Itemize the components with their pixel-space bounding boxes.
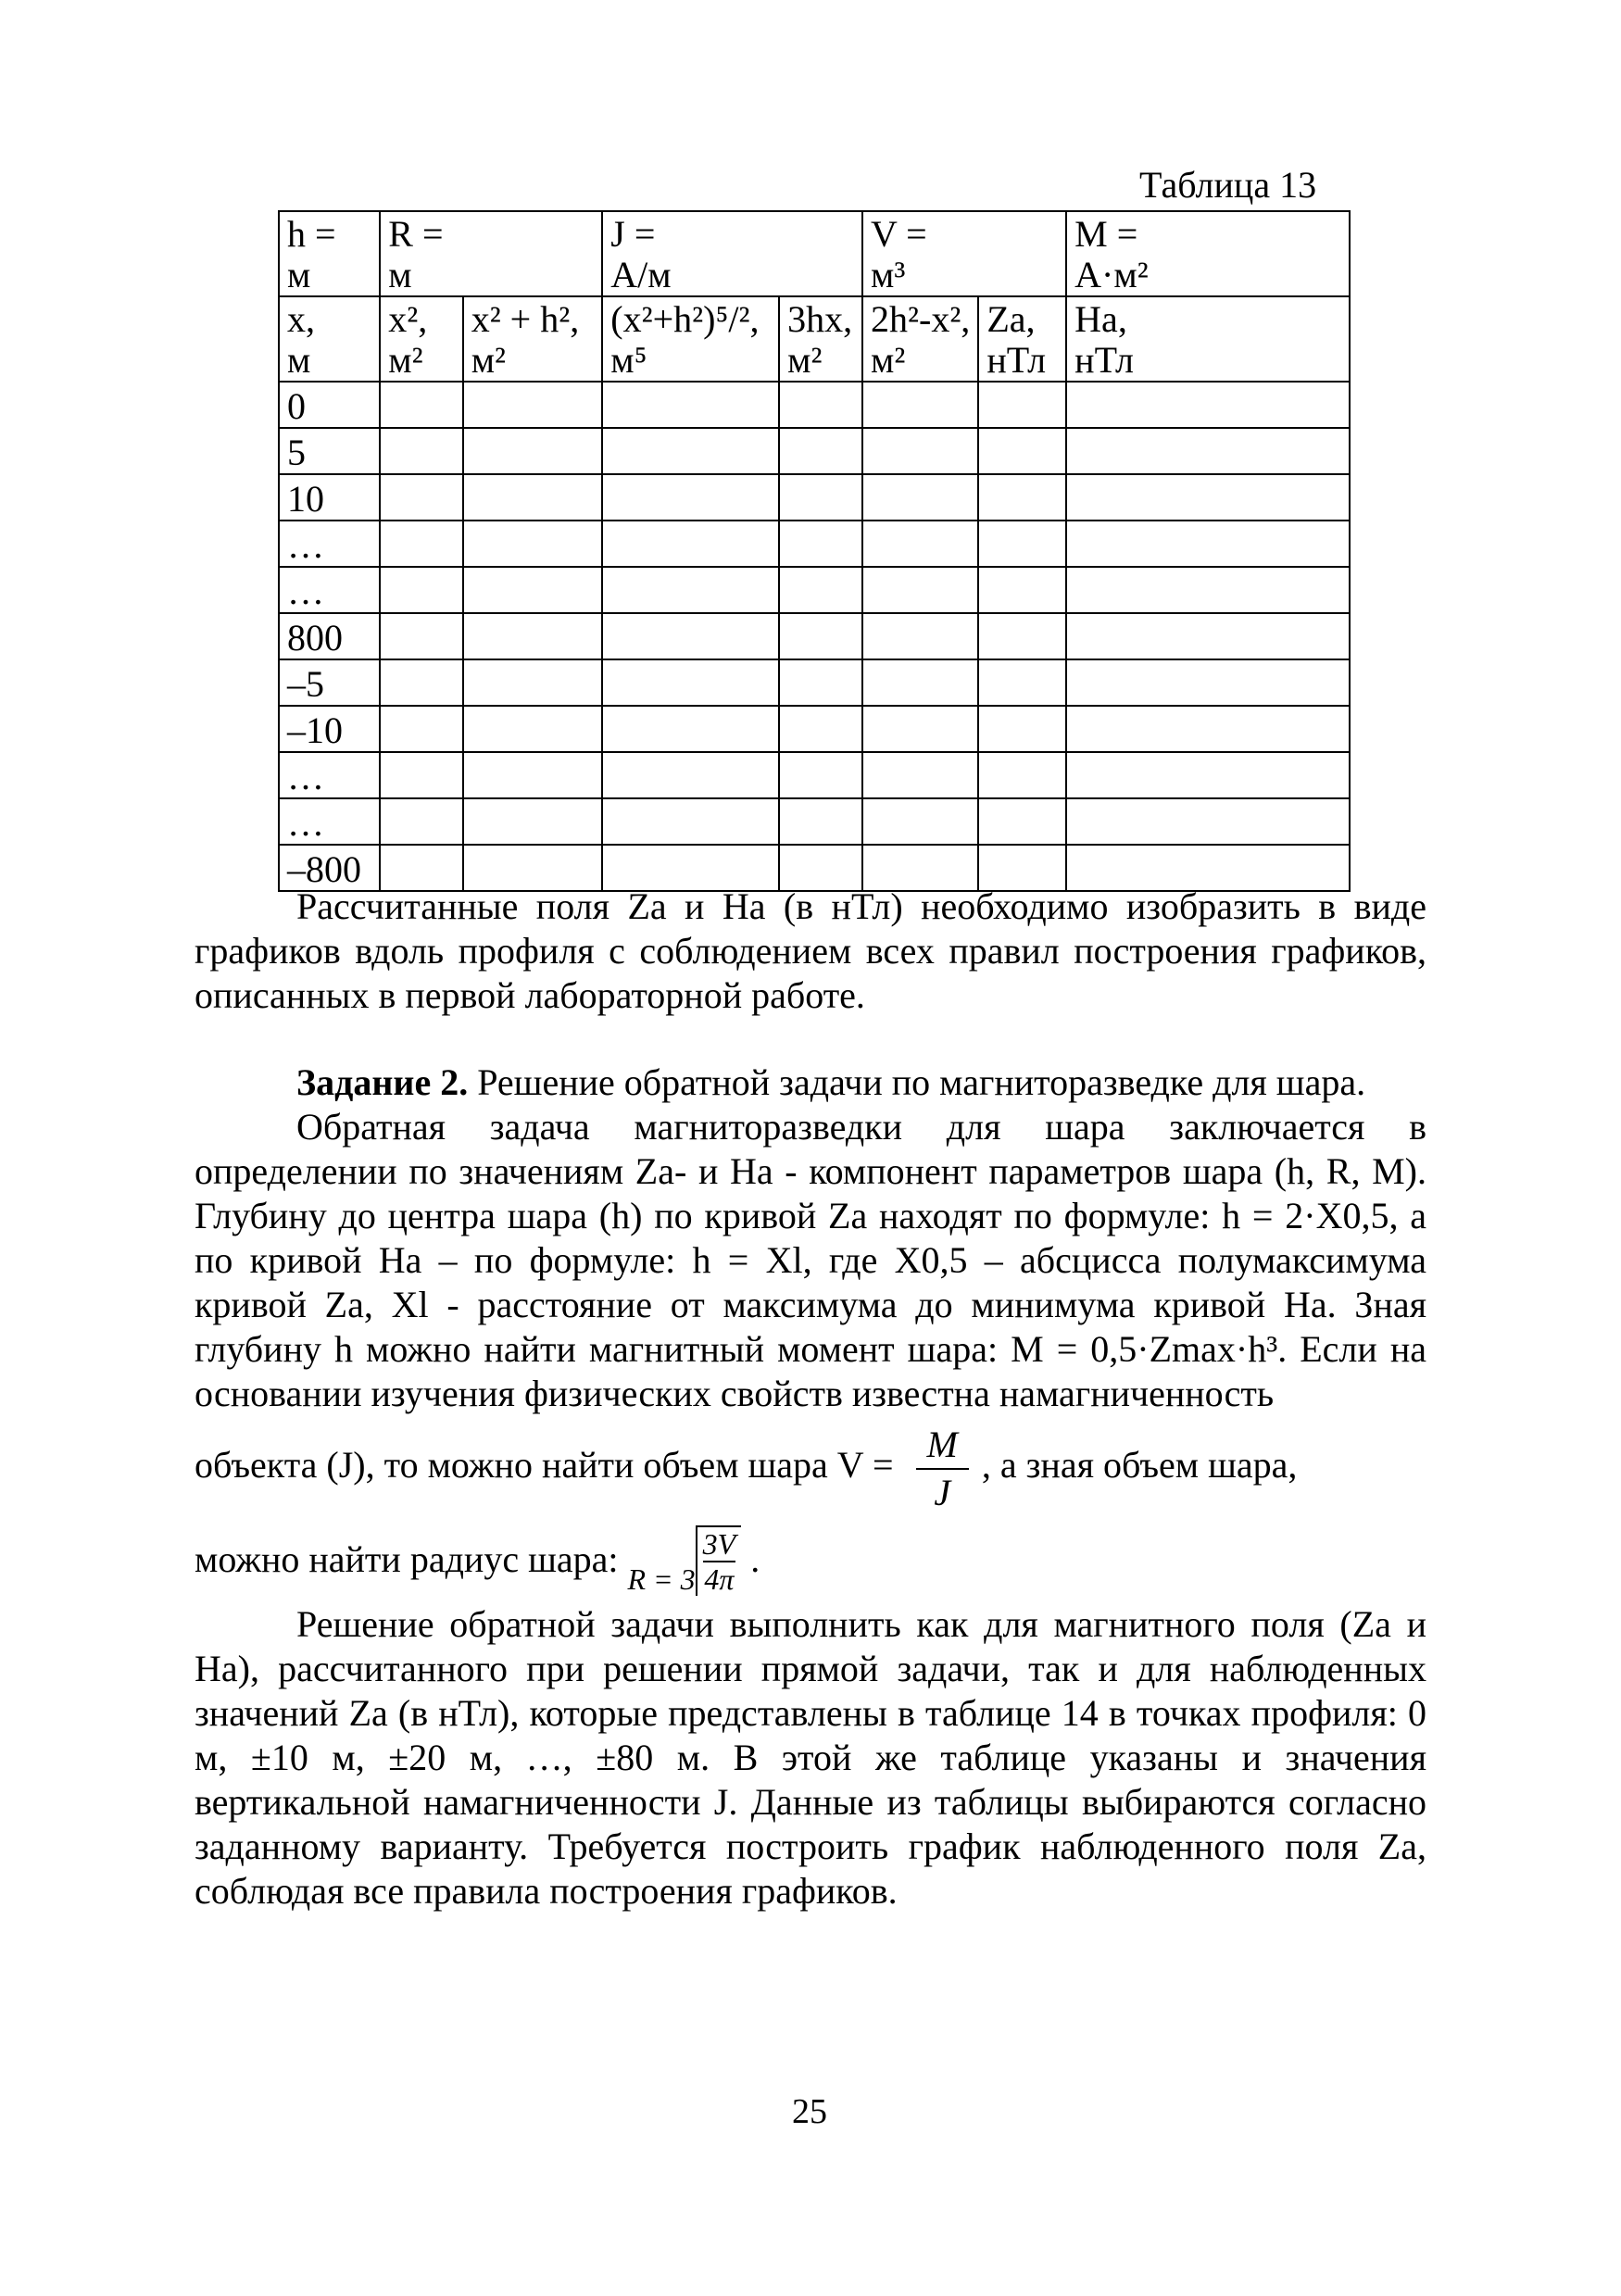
col-3hx: 3hx, м² — [779, 296, 862, 382]
x-cell: 0 — [279, 382, 380, 428]
col-2h2-x2: 2h²-x², м² — [862, 296, 978, 382]
col-ha: Ha, нТл — [1066, 296, 1350, 382]
table-row — [279, 752, 1350, 798]
volume-line: объекта (J), то можно найти объем шара V = $\frac{M}{J}$ , а зная объем шара, — [195, 1422, 1426, 1516]
table-row — [279, 382, 1350, 428]
table-row — [279, 798, 1350, 845]
table-row — [279, 474, 1350, 521]
page-number: 25 — [792, 2092, 827, 2131]
params-row — [279, 211, 1350, 296]
param-j: J = А/м — [602, 211, 862, 296]
x-cell: 10 — [279, 474, 380, 521]
table-row — [279, 706, 1350, 752]
x-cell: –800 — [279, 845, 380, 891]
table-row — [279, 428, 1350, 474]
param-m: M = А·м² — [1066, 211, 1350, 296]
paragraph-3: Решение обратной задачи выполнить как для магнитного поля (Zа и Hа), рассчитанного при решении прямой задачи, так и для наблюденных значений Zа (в нТл), которые представлены в таблице 14 в точках профиля: 0 м, ±10 м, ±20 м, …, ±80 м. В этой же таблице указаны и значения вертикальной намагниченности J. Данные из таблицы выбираются согласно заданному варианту. Требуется построить график наблюденного поля Za, соблюдая все правила построения графиков. — [195, 1603, 1426, 1912]
col-x: x, м — [279, 296, 380, 382]
radius-formula: R = 3 $\frac{3V}{4\pi}$ — [628, 1525, 742, 1601]
volume-fraction: $\frac{M}{J}$ — [916, 1422, 969, 1516]
x-cell: –5 — [279, 659, 380, 706]
table-row — [279, 613, 1350, 659]
data-table — [278, 210, 1351, 892]
paragraph-1: Рассчитанные поля Zа и Hа (в нТл) необходимо изобразить в виде графиков вдоль профиля с соблюдением всех правил построения графиков, описанных в первой лабораторной работе. — [195, 885, 1426, 1016]
col-x2: x², м² — [380, 296, 462, 382]
col-x2-h2: x² + h², м² — [463, 296, 603, 382]
x-cell: … — [279, 798, 380, 845]
x-cell: … — [279, 752, 380, 798]
task-2-section — [195, 1060, 1426, 1601]
x-cell: –10 — [279, 706, 380, 752]
param-r: R = м — [380, 211, 602, 296]
task-2-label: Задание 2. — [296, 1061, 469, 1103]
param-v: V = м³ — [862, 211, 1066, 296]
x-cell: … — [279, 521, 380, 567]
column-header-row — [279, 296, 1350, 382]
x-cell: 800 — [279, 613, 380, 659]
table-row — [279, 521, 1350, 567]
radius-line: можно найти радиус шара: R = 3 $\frac{3V}{4\pi}$ . — [195, 1525, 1426, 1601]
col-za: Za, нТл — [978, 296, 1066, 382]
col-power: (x²+h²)⁵/², м⁵ — [602, 296, 779, 382]
x-cell: 5 — [279, 428, 380, 474]
table-row — [279, 659, 1350, 706]
x-cell: … — [279, 567, 380, 613]
table-caption: Таблица 13 — [1139, 164, 1317, 206]
task-2-title: Решение обратной задачи по магниторазведке для шара. — [477, 1061, 1366, 1103]
task-2-heading — [195, 1060, 1426, 1105]
param-h: h = м — [279, 211, 380, 296]
paragraph-2: Обратная задача магниторазведки для шара заключается в определении по значениям Zа- и Hа - компонент параметров шара (h, R, M). Глубину до центра шара (h) по кривой Zа находят по формуле: h = 2·X0,5, а по кривой Hа – по формуле: h = Xl, где X0,5 – абсцисса полумаксимума кривой Zа, Xl - расстояние от максимума до минимума кривой Hа. Зная глубину h можно найти магнитный момент шара: M = 0,5·Zmax·h³. Если на основании изучения физических свойств известна намагниченность — [195, 1106, 1426, 1414]
table-row — [279, 567, 1350, 613]
